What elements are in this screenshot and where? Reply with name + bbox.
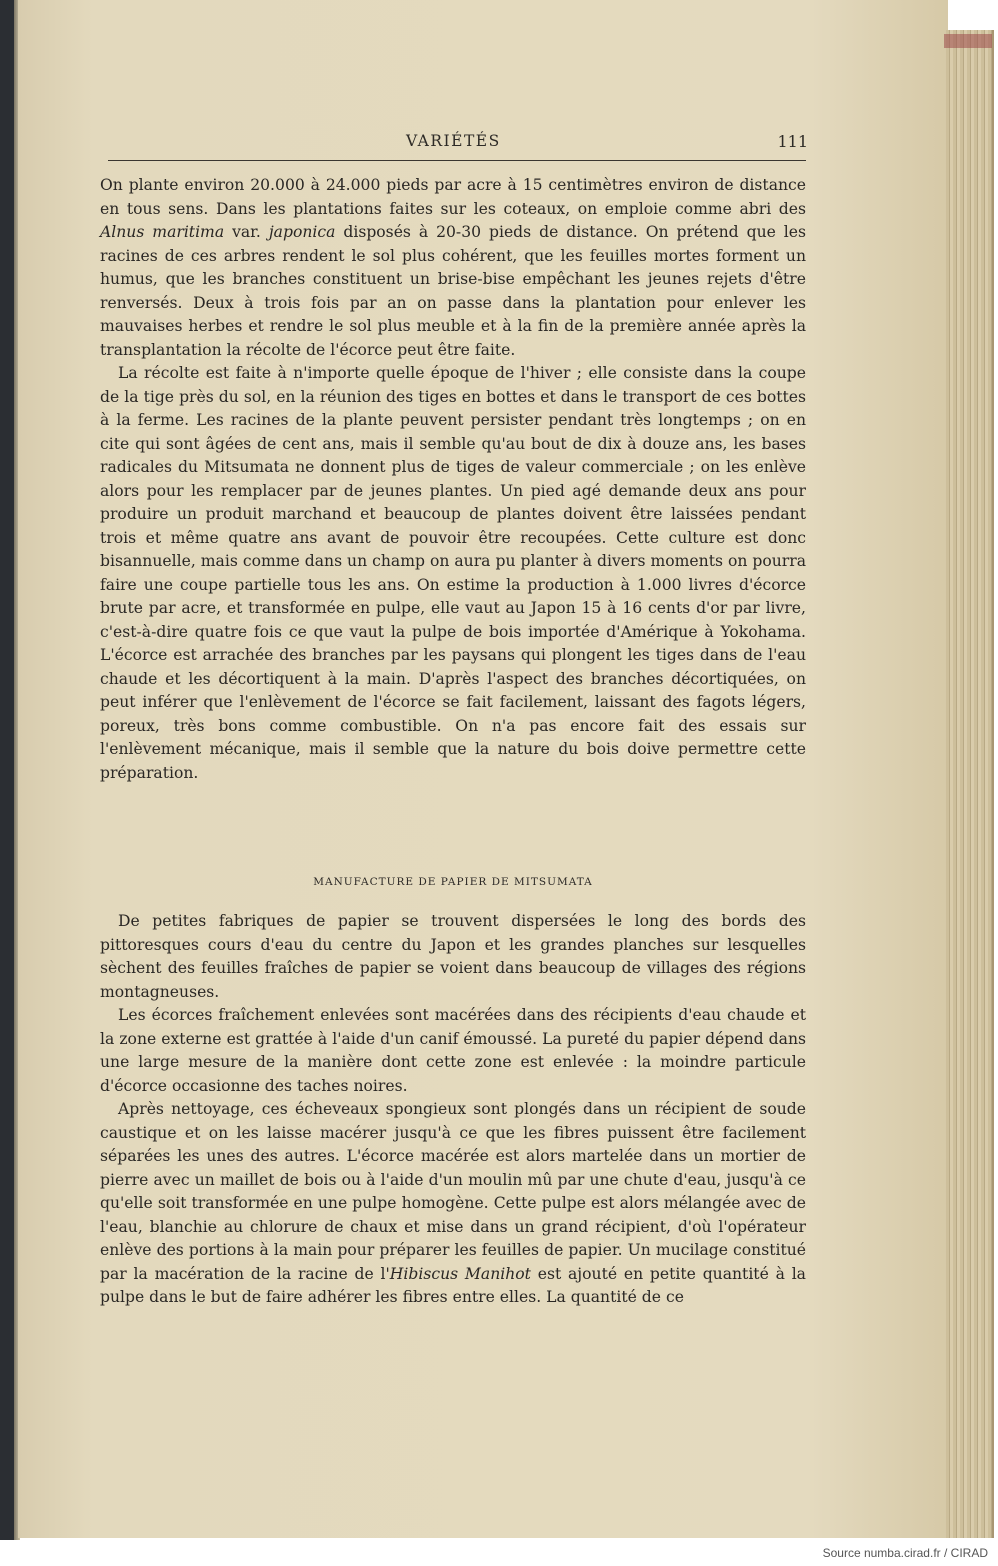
page-header <box>108 128 808 162</box>
page-number: 111 <box>777 132 808 151</box>
paragraph-harvest: La récolte est faite à n'importe quelle époque de l'hiver ; elle consiste dans la coupe de la tige près du sol, en la réunion des tiges en bottes et dans le transport de ces bottes à la ferme. Les racines de la plante peuvent persister pendant très longtemps ; on en cite qui sont âgées de cent ans, mais il semble qu'au bout de dix à douze ans, les bases radicales du Mitsumata ne donnent plus de tiges de valeur commerciale ; on les enlève alors pour les remplacer par de jeunes plantes. Un pied agé demande deux ans pour produire un produit marchand et beaucoup de plantes doivent être laissées pendant trois et même quatre ans avant de pouvoir être recoupées. Cette culture est donc bisannuelle, mais comme dans un champ on aura pu planter à divers moments on pourra faire une coupe partielle tous les ans. On estime la production à 1.000 livres d'écorce brute par acre, et transformée en pulpe, elle vaut au Japon 15 à 16 cents d'or par livre, c'est-à-dire quatre fois ce que vaut la pulpe de bois importée d'Amérique à Yokohama. L'écorce est arrachée des branches par les paysans qui plongent les tiges dans de l'eau chaude et les décortiquent à la main. D'après l'aspect des branches décortiquées, on peut inférer que l'enlèvement de l'écorce se fait facilement, laissant des fagots légers, poreux, très bons comme combustible. On n'a pas encore fait des essais sur l'enlèvement mécanique, mais il semble que la nature du bois doive permettre cette préparation. <box>100 364 806 782</box>
section-heading: MANUFACTURE DE PAPIER DE MITSUMATA <box>313 876 593 888</box>
header-rule <box>108 160 806 161</box>
source-credit: Source numba.cirad.fr / CIRAD <box>822 1546 988 1560</box>
page-edge-stain <box>944 34 992 48</box>
plant-name: Hibiscus Manihot <box>389 1264 531 1283</box>
page-block-edges <box>946 30 994 1538</box>
paragraph-process: Après nettoyage, ces écheveaux spongieux sont plongés dans un récipient de soude caustique et on les laisse macérer jusqu'à ce que les fibres puissent être facilement séparées les unes des autres. L'écorce macérée est alors martelée dans un mortier de pierre avec un maillet de bois ou à l'aide d'un moulin mû par une chute d'eau, jusqu'à ce qu'elle soit transformée en une pulpe homogène. Cette pulpe est alors mélangée avec de l'eau, blanchie au chlorure de chaux et mise dans un grand récipient, d'où l'opérateur enlève des portions à la main pour préparer les feuilles de papier. Un mucilage constitué par la macération de la racine de l'Hibiscus Manihot est ajouté en petite quantité à la pulpe dans le but de faire adhérer les fibres entre elles. La quantité de ce <box>100 1100 806 1306</box>
body-text-bottom <box>100 910 806 1310</box>
paragraph-planting: On plante environ 20.000 à 24.000 pieds par acre à 15 centimètres environ de distance en tous sens. Dans les plantations faites sur les coteaux, on emploie comme abri des Alnus maritima var. japonica disposés à 20-30 pieds de distance. On prétend que les racines de ces arbres rendent le sol plus cohérent, que les feuilles mortes forment un humus, que les branches constituent un brise-bise empêchant les jeunes rejets d'être renversés. Deux à trois fois par an on passe dans la plantation pour enlever les mauvaises herbes et rendre le sol plus meuble et à la fin de la première année après la transplantation la récolte de l'écorce peut être faite. <box>100 176 806 359</box>
body-text-top <box>100 174 806 785</box>
paragraph-factories: De petites fabriques de papier se trouvent dispersées le long des bords des pittoresques cours d'eau du centre du Japon et les grandes planches sur lesquelles sèchent des feuilles fraîches de papier se voient dans beaucoup de villages des régions montagneuses. <box>100 912 806 1001</box>
running-title: VARIÉTÉS <box>406 132 501 150</box>
species-name: Alnus maritima <box>100 223 225 241</box>
variety-name: japonica <box>268 223 336 241</box>
paragraph-maceration: Les écorces fraîchement enlevées sont macérées dans des récipients d'eau chaude et la zone externe est grattée à l'aide d'un canif émoussé. La pureté du papier dépend dans une large mesure de la manière dont cette zone est enlevée : la moindre particule d'écorce occasionne des taches noires. <box>100 1006 806 1095</box>
book-spine-edge <box>0 0 14 1540</box>
